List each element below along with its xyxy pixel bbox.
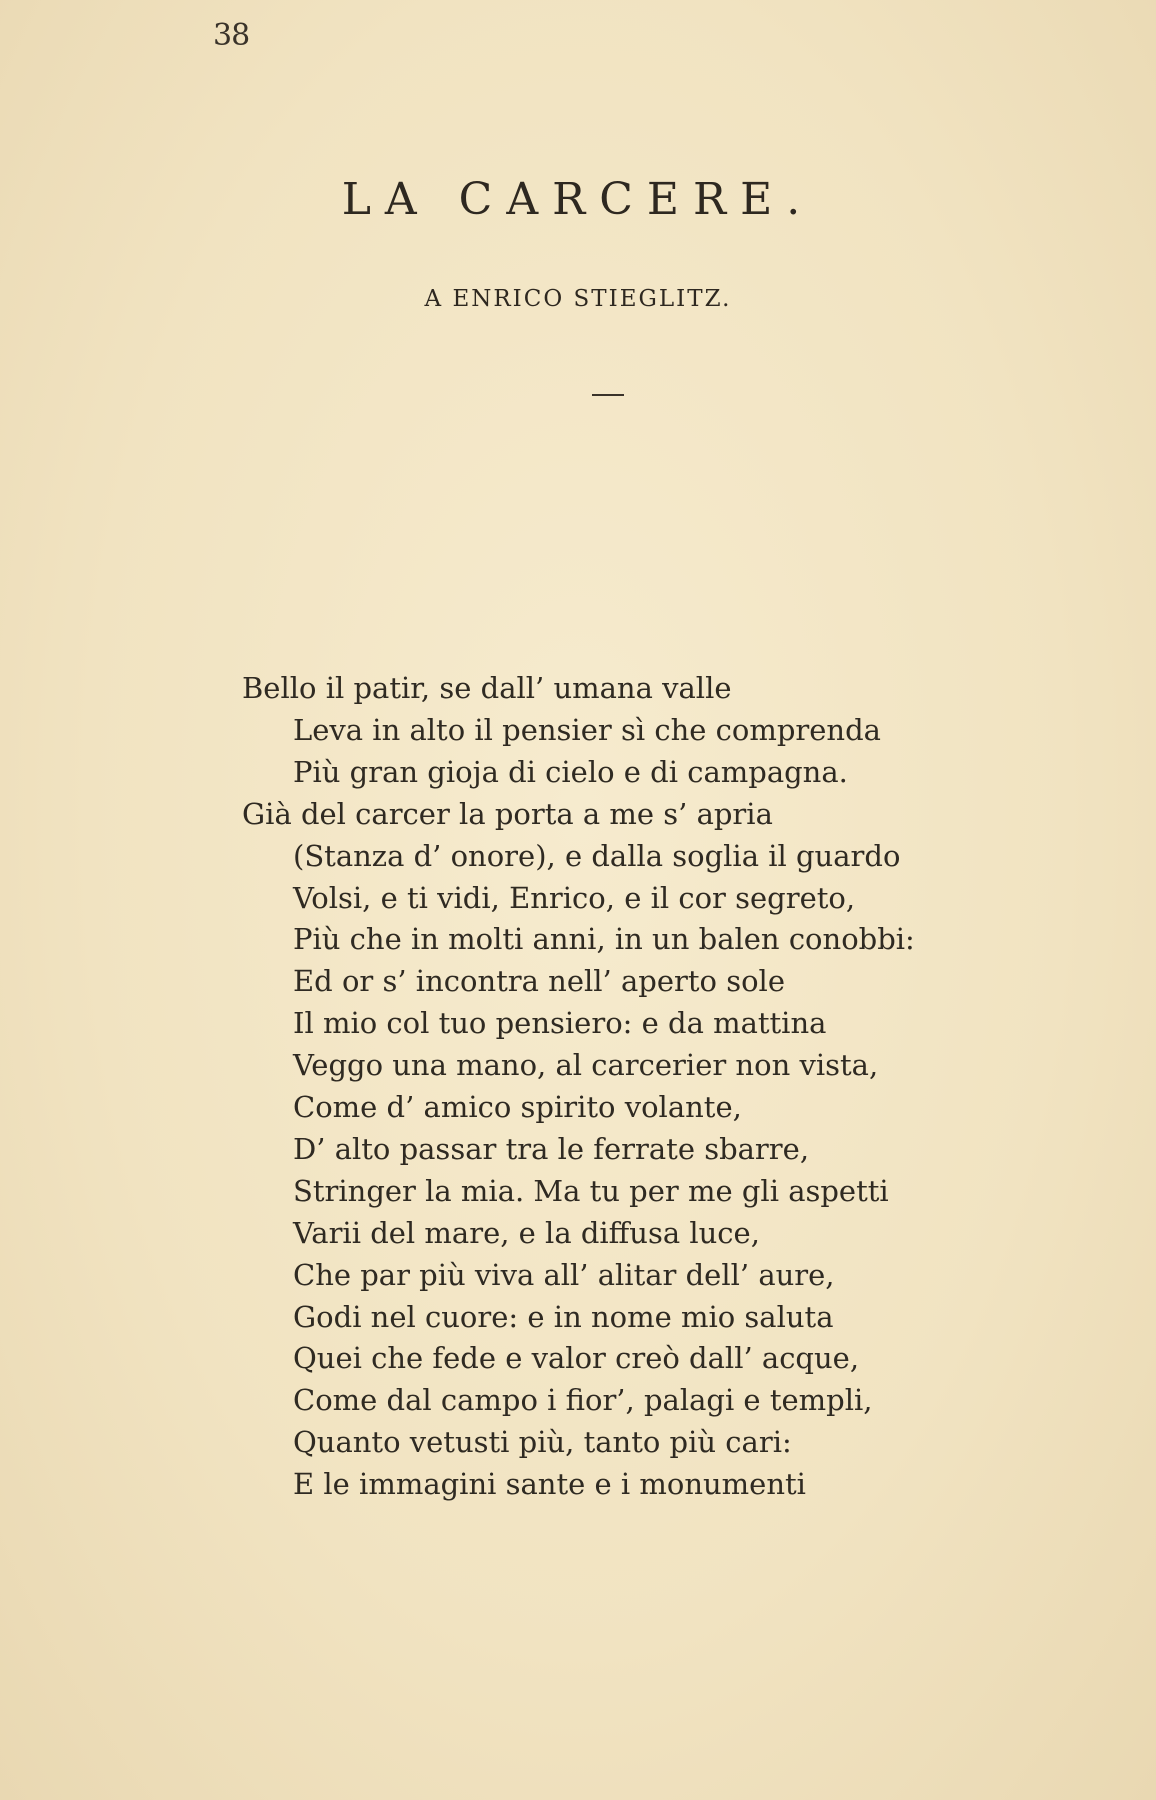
- dedication: A ENRICO STIEGLITZ.: [424, 286, 732, 312]
- poem-line: Più che in molti anni, in un balen conobbi:: [293, 922, 915, 956]
- poem-line: Bello il patir, se dall’ umana valle: [242, 671, 732, 705]
- poem-line: E le immagini sante e i monumenti: [293, 1467, 806, 1501]
- poem-line: Come dal campo i fior’, palagi e templi,: [293, 1383, 873, 1417]
- separator-rule: [592, 394, 624, 396]
- poem-line: D’ alto passar tra le ferrate sbarre,: [293, 1132, 810, 1166]
- page-number: 38: [213, 18, 250, 53]
- poem-line: Leva in alto il pensier sì che comprenda: [293, 713, 881, 747]
- poem-line: Già del carcer la porta a me s’ apria: [242, 797, 773, 831]
- poem-line: Varii del mare, e la diffusa luce,: [293, 1216, 760, 1250]
- poem-line: Stringer la mia. Ma tu per me gli aspetti: [293, 1174, 889, 1208]
- poem-line: Godi nel cuore: e in nome mio saluta: [293, 1300, 834, 1334]
- poem-line: Come d’ amico spirito volante,: [293, 1090, 742, 1124]
- poem-line: Quei che fede e valor creò dall’ acque,: [293, 1341, 860, 1375]
- poem-line: Che par più viva all’ alitar dell’ aure,: [293, 1258, 835, 1292]
- poem-title: LA CARCERE.: [341, 174, 815, 225]
- poem-line: Ed or s’ incontra nell’ aperto sole: [293, 964, 785, 998]
- poem-line: Il mio col tuo pensiero: e da mattina: [293, 1006, 827, 1040]
- poem-line: (Stanza d’ onore), e dalla soglia il guardo: [293, 839, 901, 873]
- poem-line: Volsi, e ti vidi, Enrico, e il cor segreto,: [293, 881, 856, 915]
- poem-line: Veggo una mano, al carcerier non vista,: [293, 1048, 879, 1082]
- poem-line: Più gran gioja di cielo e di campagna.: [293, 755, 848, 789]
- poem-line: Quanto vetusti più, tanto più cari:: [293, 1425, 792, 1459]
